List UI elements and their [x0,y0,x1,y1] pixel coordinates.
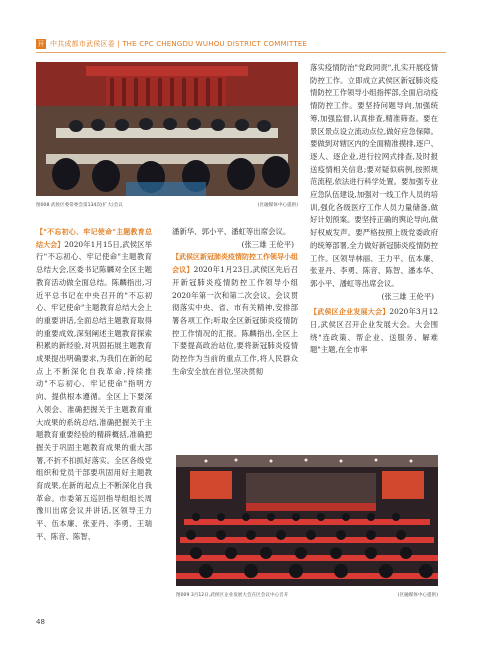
section-heading-epidemic: 【武侯区新冠肺炎疫情防控工作领导小组会议】 [172,253,298,275]
article-column-2 [172,226,298,378]
section-heading-summary: 【"不忘初心、牢记使命"主题教育总结大会】 [36,228,152,249]
photo-caption-1-text: 图008 武侯区委常委会第134次(扩大)会议 [36,203,123,208]
running-header [36,38,446,50]
page-number: 48 [36,618,45,626]
meeting-photo-1-image [36,62,298,196]
author-credit: (张三雄 王伦平) [381,291,434,301]
section-body-epidemic: 2020年1月23日,武侯区先后召开新冠肺炎疫情防控工作领导小组2020年第一次和第二次会议。会议贯彻落实中央、省、市有关精神,安排部署各项工作;听取全区新冠肺炎疫情防控工作情况的汇报。陈麟指出,全区上下要提高政治站位,要将新冠肺炎疫情防控作为当前的重点工作,将人民群众生命安全放在首位,坚决贯彻 [172,265,299,376]
meeting-photo-2 [176,455,438,586]
meeting-photo-2-image [176,455,438,586]
header-title: 中共成都市武侯区委 | THE CPC CHENGDU WUHOU DISTRICT COMMITTEE [50,40,308,48]
article-paragraph: 落实疫情防治"党政同责",扎实开展疫情防控工作。立即成立武侯区新冠肺炎疫情防控工作领导小组指挥部,全面启动疫情防控工作。要坚持问题导向,加强统筹,加强监督,认真排查,精准筛查。要在景区景点设立流动点位,做好应急保障。要做到对辖区内的全面精准摸排,逐户、逐人、逐企业,进行拉网式排查,及时报送疫情相关信息;要对疑似病例,按照规范流程,依法进行科学处置。要加强专业应急队伍建设,加强对一线工作人员的培训,强化各级医疗工作人员力量储备,做好计划预案。要坚持正确的舆论导向,做好权威发声。要严格按照上级党委政府的统筹部署,全力做好新冠肺炎疫情防控工作。区领导林丽、王力平、伍本廉、张亚丹、李勇、陈音、陈智、潘本华、郭小平、潘虹等出席会议。 [310,63,438,288]
photo-caption-2-text: 图009 3月12日,武侯区企业发展大会在区会议中心召开 [176,593,289,598]
article-column-1 [36,226,152,544]
photo-caption-2 [176,592,438,599]
section-heading-enterprise: 【武侯区企业发展大会】 [310,308,390,317]
author-credit: (张三雄 王伦平) [241,239,294,249]
header-logo-icon: 开 [37,40,45,48]
article-paragraph [36,226,152,544]
section-body-enterprise: 2020年3月12日,武侯区召开企业发展大会。大会围绕"连政策、帮企业、送服务、解难题"主题,在全市率 [310,307,438,355]
photo-caption-1 [36,202,298,209]
section-body-summary: 2020年1月15日,武侯区举行"不忘初心、牢记使命"主题教育总结大会,区委书记陈麟对全区主题教育活动做全面总结。陈麟指出,习近平总书记在中央召开的"不忘初心、牢记使命"主题教育总结大会上的重要讲话,全面总结主题教育取得的重要成效,深刻阐述主题教育探索积累的新经验,对巩固拓展主题教育成果提出明确要求,为我们在新的起点上不断深化自我革命,持续推动"不忘初心、牢记使命"指明方向、提供根本遵循。全区上下要深入领会、准确把握关于主题教育重大成果的系统总结,准确把握关于主题教育重要经验的精辟概括,准确把握关于巩固主题教育成果的重大部署,不折不扣抓好落实。全区各级党组织和党员干部要巩固用好主题教育成果,在新的起点上不断深化自我革命。市委第五巡回指导组组长周豫川出席会议并讲话,区领导王力平、伍本廉、张亚丹、李勇、王瑞平、陈音、陈智、 [36,239,153,541]
article-column-3 [310,62,438,357]
article-paragraph: 潘新华、郭小平、潘虹等出席会议。 [172,227,291,236]
meeting-photo-1 [36,62,298,196]
header-divider [36,52,446,53]
article-paragraph [310,306,438,357]
photo-caption-1-source: (区融媒体中心提供) [257,203,298,208]
article-paragraph [172,251,298,378]
photo-caption-2-source: (区融媒体中心提供) [397,593,438,598]
